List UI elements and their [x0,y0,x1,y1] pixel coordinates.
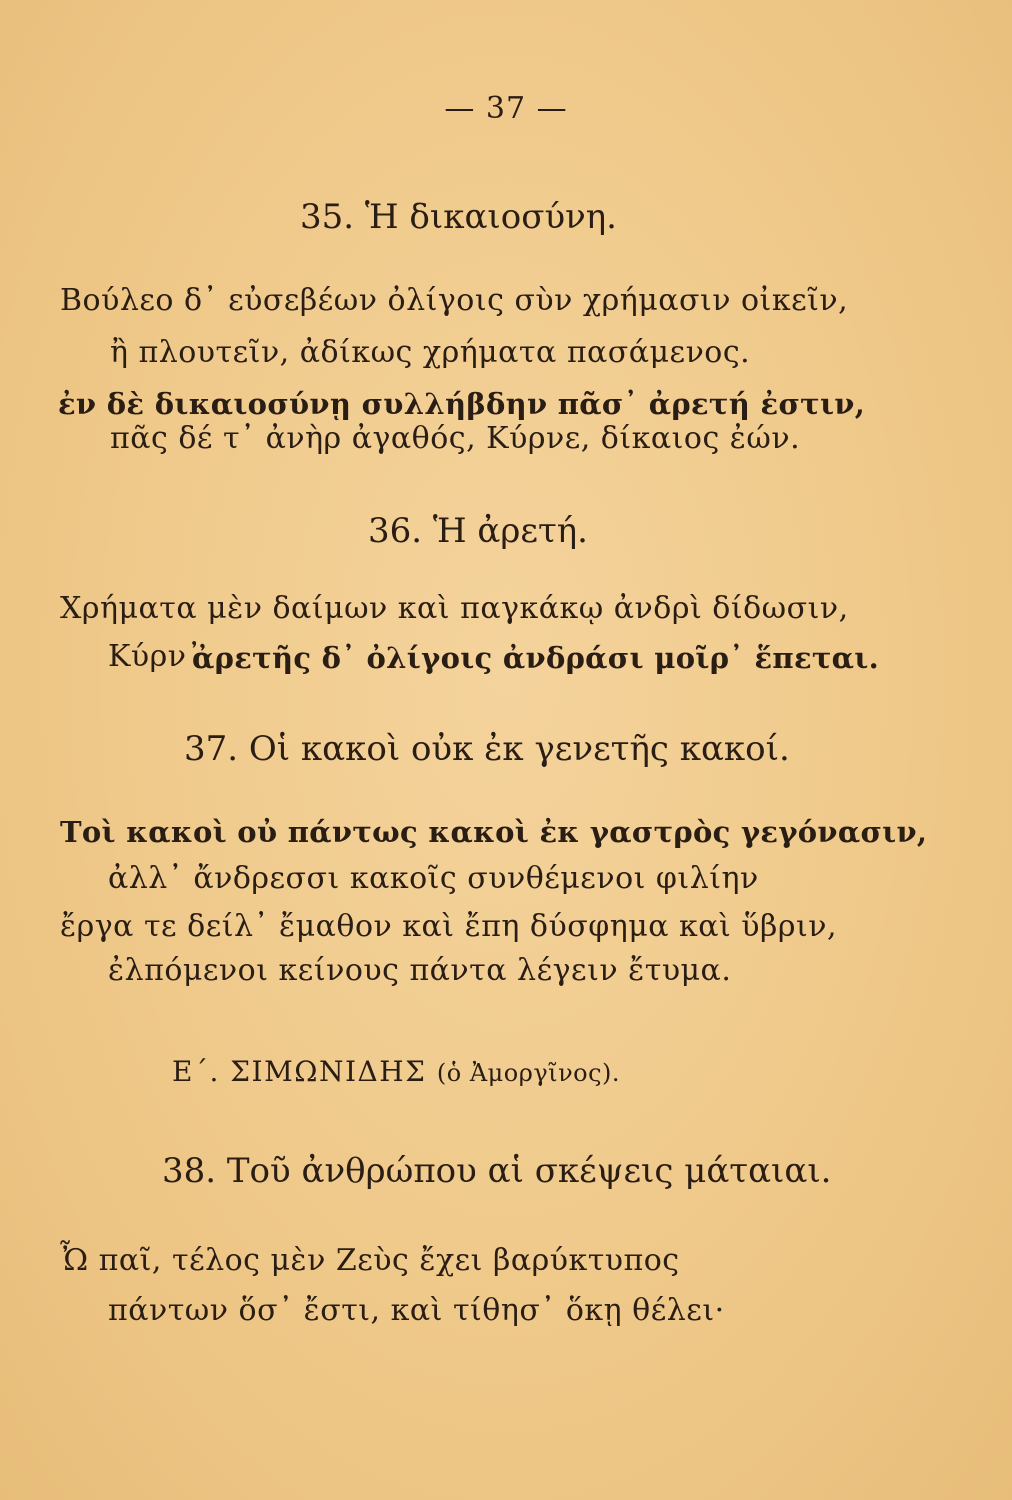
author-subtitle: (ὁ Ἀμοργῖνος). [436,1059,621,1087]
verse-line: Ὦ παῖ, τέλος μὲν Ζεὺς ἔχει βαρύκτυπος [60,1243,680,1278]
verse-line: ἢ πλουτεῖν, ἀδίκως χρήματα πασάμενος. [110,335,751,370]
section-heading-36: 36. Ἡ ἀρετή. [368,511,588,551]
author-heading [172,1055,621,1088]
section-heading-38: 38. Τοῦ ἀνθρώπου αἱ σκέψεις μάταιαι. [162,1151,832,1191]
verse-line-bold: ἀρετῆς δ᾽ ὀλίγοις ἀνδράσι μοῖρ᾽ ἕπεται. [192,641,880,675]
verse-line: ἔργα τε δείλ᾽ ἔμαθον καὶ ἔπη δύσφημα καὶ ὕβριν, [60,909,838,944]
verse-line: πᾶς δέ τ᾽ ἀνὴρ ἀγαθός, Κύρνε, δίκαιος ἐών. [110,421,801,456]
page-number: — 37 — [444,91,568,126]
verse-line: Κύρν᾽ [108,639,203,674]
section-heading-35: 35. Ἡ δικαιοσύνη. [300,197,617,237]
verse-line: Βούλεο δ᾽ εὐσεβέων ὀλίγοις σὺν χρήμασιν οἰκεῖν, [60,283,849,318]
verse-line: ἐλπόμενοι κείνους πάντα λέγειν ἔτυμα. [108,953,732,988]
verse-line: Χρήματα μὲν δαίμων καὶ παγκάκῳ ἀνδρὶ δίδωσιν, [60,591,849,626]
verse-line: πάντων ὅσ᾽ ἔστι, καὶ τίθησ᾽ ὅκῃ θέλει· [108,1293,725,1328]
verse-line: ἀλλ᾽ ἄνδρεσσι κακοῖς συνθέμενοι φιλίην [108,861,759,896]
author-name: Ε΄. ΣΙΜΩΝΙΔΗΣ [172,1055,427,1088]
verse-line-bold: ἐν δὲ δικαιοσύνῃ συλλήβδην πᾶσ᾽ ἀρετή ἐστιν, [58,387,866,421]
verse-line-bold: Τοὶ κακοὶ οὐ πάντως κακοὶ ἐκ γαστρὸς γεγόνασιν, [60,815,928,849]
section-heading-37: 37. Οἱ κακοὶ οὐκ ἐκ γενετῆς κακοί. [184,729,790,769]
